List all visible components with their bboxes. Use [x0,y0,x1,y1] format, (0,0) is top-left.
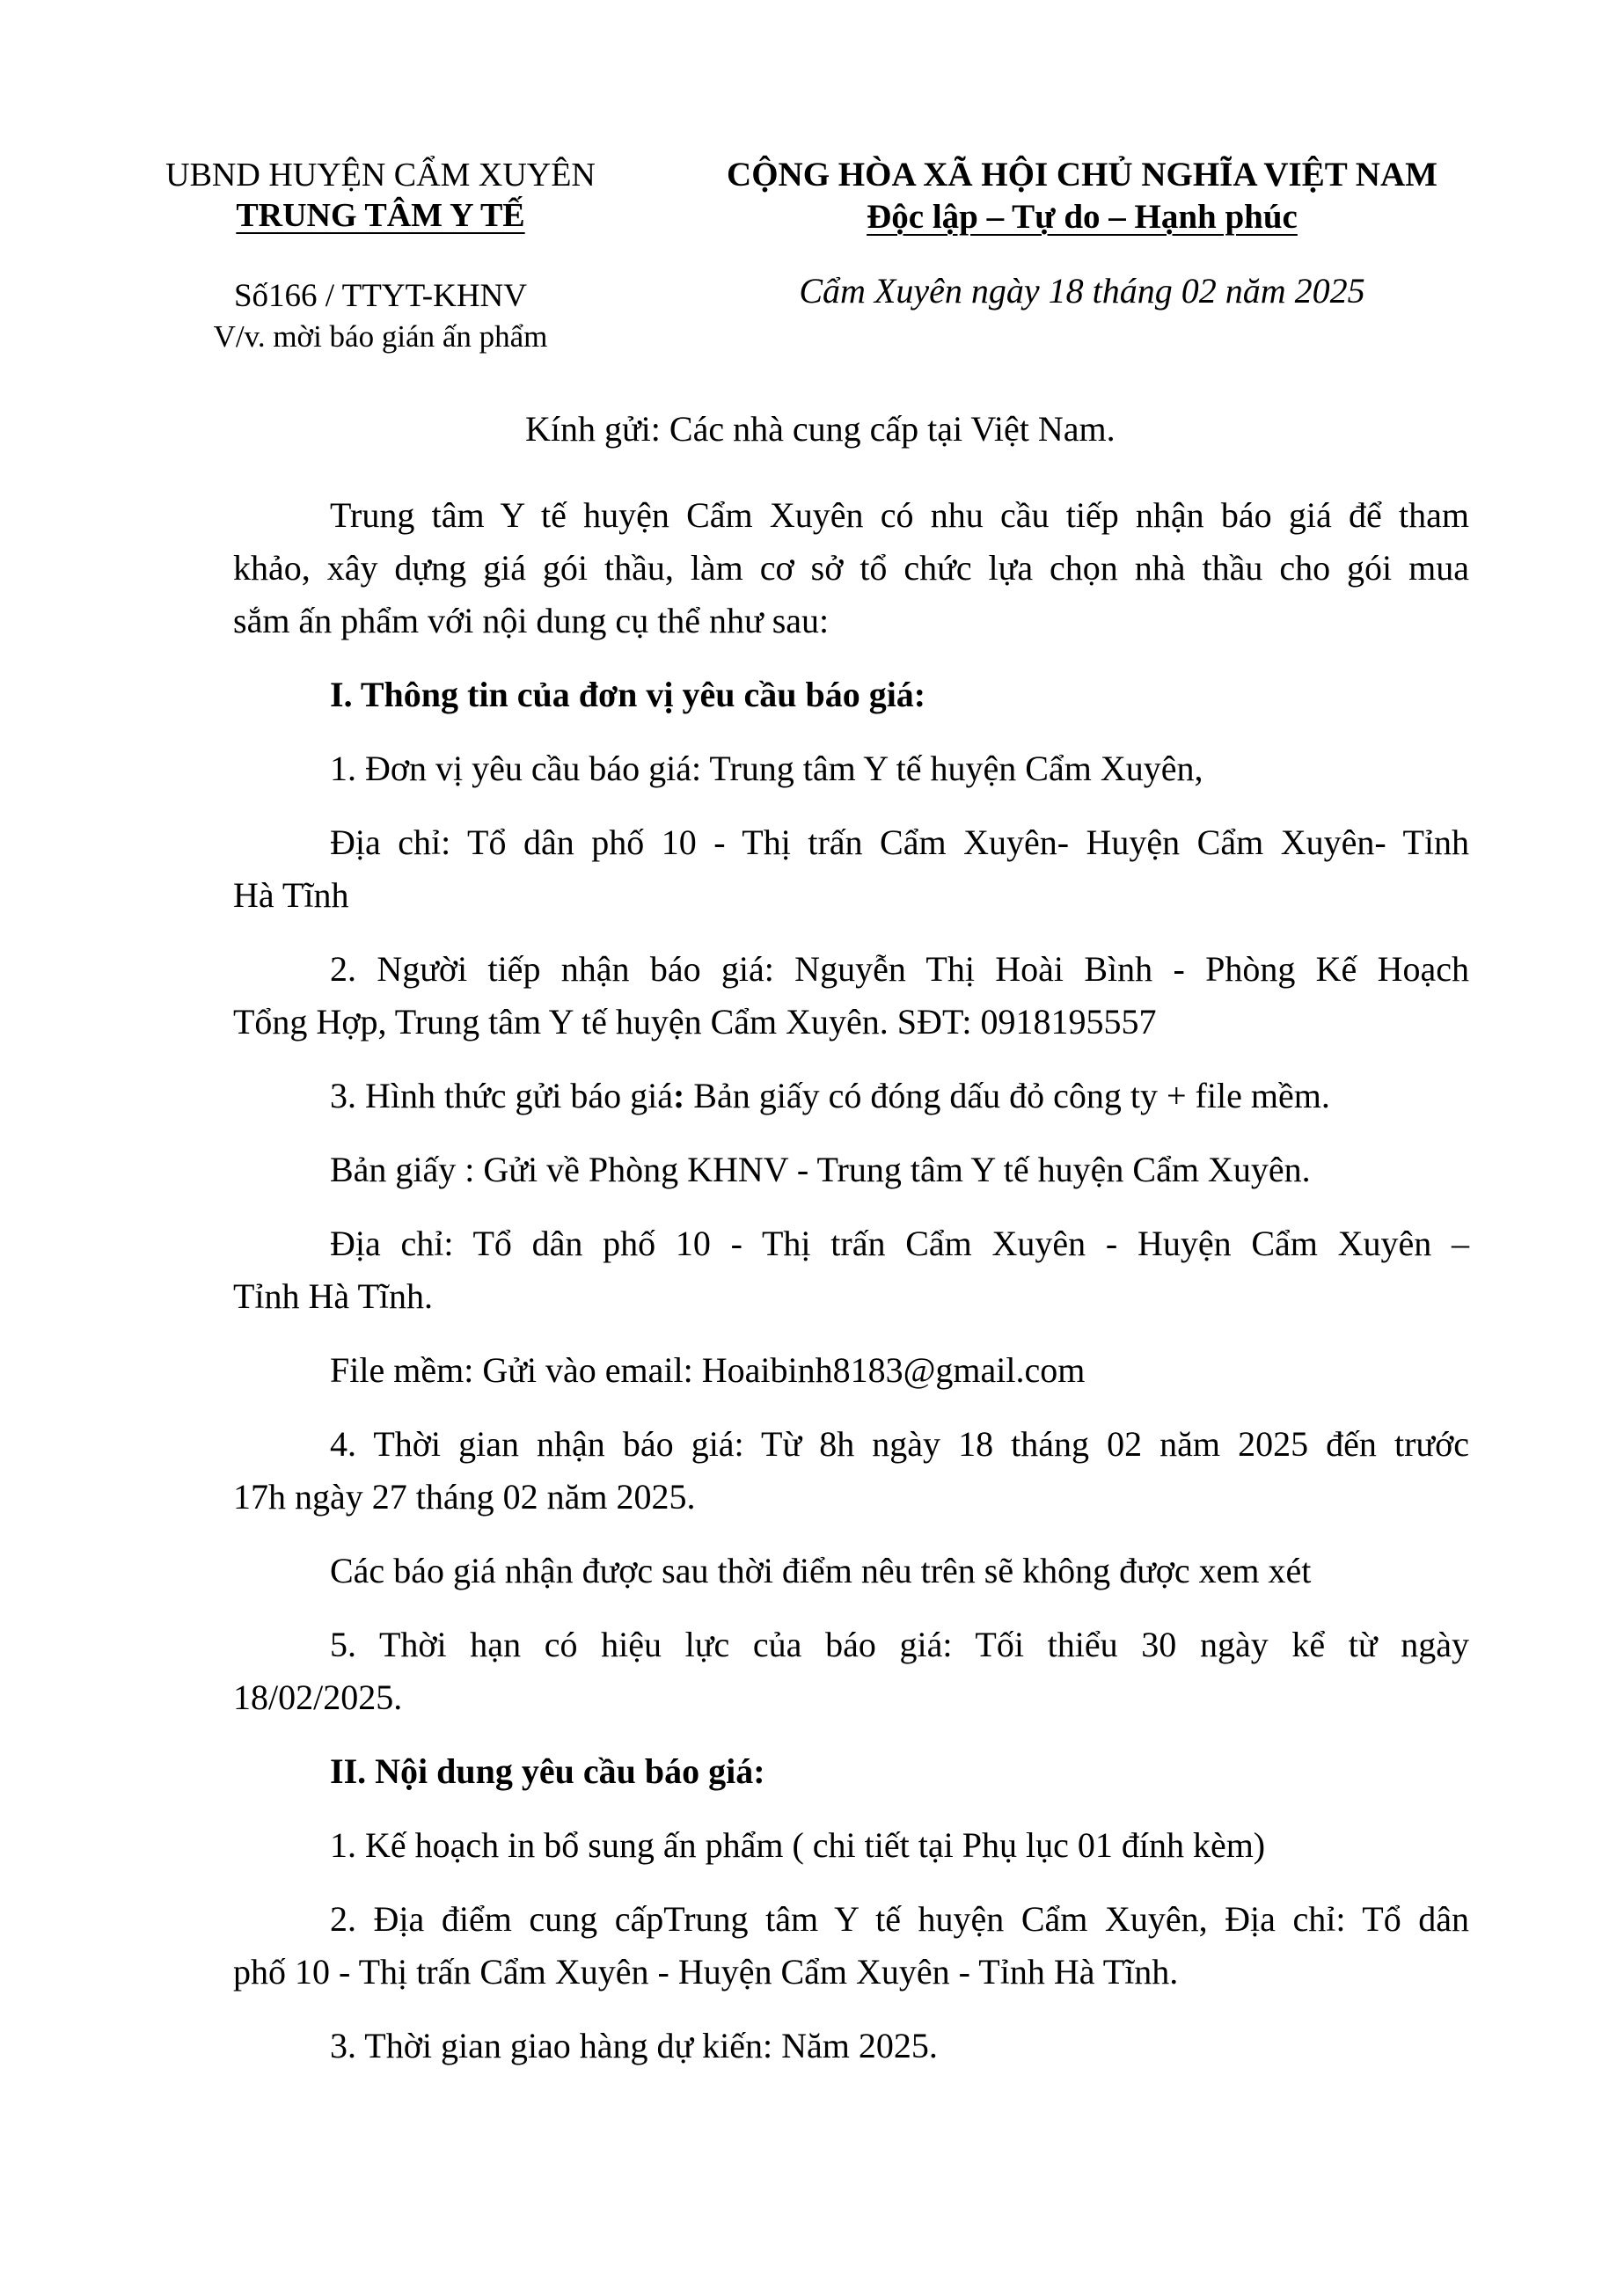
intro-line-1: Trung tâm Y tế huyện Cẩm Xuyên có nhu cầu tiếp nhận báo giá để tham [330,495,1469,535]
section-1-item-1: 1. Đơn vị yêu cầu báo giá: Trung tâm Y tế huyện Cẩm Xuyên, [330,749,1203,788]
section-1-late-note: Các báo giá nhận được sau thời điểm nêu trên sẽ không được xem xét [330,1551,1312,1590]
section-1-paper-copy: Bản giấy : Gửi về Phòng KHNV - Trung tâm Y tế huyện Cẩm Xuyên. [330,1150,1311,1189]
section-1-item-5-line-1: 5. Thời hạn có hiệu lực của báo giá: Tối thiểu 30 ngày kể từ ngày [330,1625,1469,1664]
section-1-item-3 [330,1070,1330,1122]
section-1-item-2-line-1: 2. Người tiếp nhận báo giá: Nguyễn Thị Hoài Bình - Phòng Kế Hoạch [330,949,1469,989]
section-1-item-2-line-2: Tổng Hợp, Trung tâm Y tế huyện Cẩm Xuyên. SĐT: 0918195557 [233,1002,1157,1042]
organization-name [150,195,611,236]
section-2-item-2-line-1: 2. Địa điểm cung cấpTrung tâm Y tế huyện Cẩm Xuyên, Địa chỉ: Tổ dân [330,1899,1469,1939]
section-2-item-2-line-2: phố 10 - Thị trấn Cẩm Xuyên - Huyện Cẩm Xuyên - Tỉnh Hà Tĩnh. [233,1952,1179,1992]
organization-name-text: TRUNG TÂM Y TẾ [236,197,525,234]
section-1-address-2-line-2: Tỉnh Hà Tĩnh. [233,1276,434,1316]
authority-name: UBND HUYỆN CẨM XUYÊN [165,157,596,194]
section-2-item-3: 3. Thời gian giao hàng dự kiến: Năm 2025. [330,2026,938,2065]
section-1-item-4-line-2: 17h ngày 27 tháng 02 năm 2025. [233,1477,696,1517]
intro-line-2: khảo, xây dựng giá gói thầu, làm cơ sở tổ chức lựa chọn nhà thầu cho gói mua [233,548,1469,588]
section-2-item-1: 1. Kế hoạch in bổ sung ấn phẩm ( chi tiết tại Phụ lục 01 đính kèm) [330,1825,1266,1865]
national-motto [686,197,1478,238]
place-and-date: Cẩm Xuyên ngày 18 tháng 02 năm 2025 [799,271,1365,311]
section-1-title: I. Thông tin của đơn vị yêu cầu báo giá: [330,675,926,714]
recipient-line: Kính gửi: Các nhà cung cấp tại Việt Nam. [525,409,1116,449]
section-1-address-line-2: Hà Tĩnh [233,875,349,915]
section-1-item-4-line-1: 4. Thời gian nhận báo giá: Từ 8h ngày 18 tháng 02 năm 2025 đến trước [330,1424,1469,1464]
item-3-value: Bản giấy có đóng dấu đỏ công ty + file mềm. [684,1076,1330,1115]
document-number: Số166 / TTYT-KHNV [233,278,528,314]
item-3-colon: : [672,1076,685,1115]
section-1-item-5-line-2: 18/02/2025. [233,1677,403,1717]
section-1-address-2-line-1: Địa chỉ: Tổ dân phố 10 - Thị trấn Cẩm Xuyên - Huyện Cẩm Xuyên – [330,1224,1469,1263]
intro-line-3: sắm ấn phẩm với nội dung cụ thể như sau: [233,601,830,640]
section-2-title: II. Nội dung yêu cầu báo giá: [330,1751,765,1791]
item-3-label: 3. Hình thức gửi báo giá [330,1076,673,1115]
section-1-email: File mềm: Gửi vào email: Hoaibinh8183@gmail.com [330,1350,1086,1390]
document-subject: V/v. mời báo gián ấn phẩm [213,319,548,354]
national-motto-text: Độc lập – Tự do – Hạnh phúc [867,198,1298,236]
section-1-address-line-1: Địa chỉ: Tổ dân phố 10 - Thị trấn Cẩm Xuyên- Huyện Cẩm Xuyên- Tỉnh [330,822,1469,862]
country-name: CỘNG HÒA XÃ HỘI CHỦ NGHĨA VIỆT NAM [727,156,1437,194]
